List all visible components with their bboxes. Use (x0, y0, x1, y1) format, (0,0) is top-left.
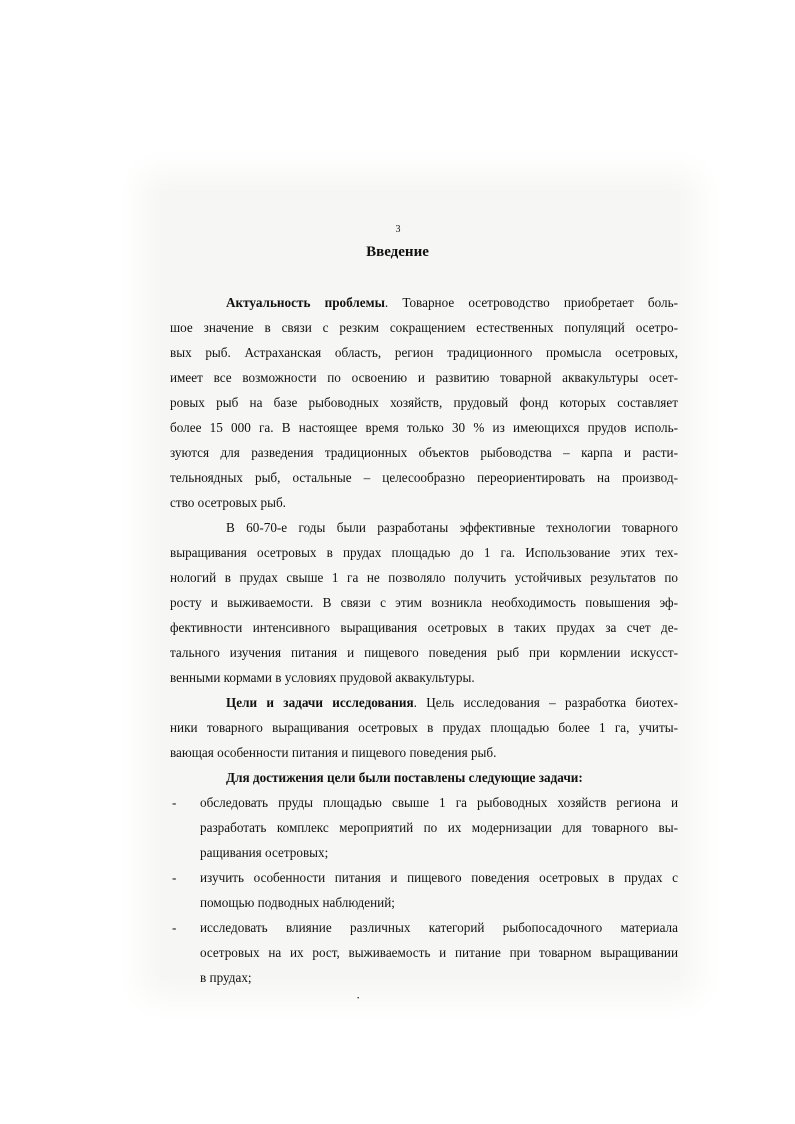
p1-line-9: ство осетровых рыб. (170, 495, 286, 510)
p1-line-3: вых рыб. Астраханская область, регион традиционного промысла осетровых, (170, 345, 678, 360)
p1-line-1: Актуальность проблемы. Товарное осетроводство приобретает боль- (226, 295, 678, 310)
task-2-line-1: изучить особенности питания и пищевого поведения осетровых в прудах с (200, 870, 678, 885)
task-1-line-1: обследовать пруды площадью свыше 1 га рыбоводных хозяйств региона и (200, 795, 678, 810)
p3-line-3: вающая особенности питания и пищевого поведения рыб. (170, 745, 497, 760)
p2-line-1: В 60-70-е годы были разработаны эффективные технологии товарного (226, 520, 678, 535)
p2-line-3: нологий в прудах свыше 1 га не позволяло получить устойчивых результатов по (170, 570, 678, 585)
p2-line-7: венными кормами в условиях прудовой аквакультуры. (170, 670, 475, 685)
page-title: Введение (366, 244, 429, 260)
p3-lead: Цели и задачи исследования (226, 695, 414, 710)
page-number: 3 (395, 224, 401, 235)
task-3-dash: - (172, 920, 177, 935)
task-3-line-1: исследовать влияние различных категорий рыбопосадочного материала (200, 920, 678, 935)
p1-line-6: более 15 000 га. В настоящее время только 30 % из имеющихся прудов исполь- (170, 420, 678, 435)
p1-line-5: ровых рыб на базе рыбоводных хозяйств, прудовый фонд которых составляет (170, 395, 678, 410)
p2-line-5: фективности интенсивного выращивания осетровых в таких прудах за счет де- (170, 620, 678, 635)
task-1-line-3: ращивания осетровых; (200, 845, 329, 860)
p1-line-4: имеет все возможности по освоению и развитию товарной аквакультуры осет- (170, 370, 678, 385)
task-3-line-2: осетровых на их рост, выживаемость и питание при товарном выращивании (200, 945, 678, 960)
task-1-dash: - (172, 795, 177, 810)
task-2-line-2: помощью подводных наблюдений; (200, 895, 395, 910)
task-3-line-3: в прудах; (200, 970, 252, 985)
p3-line-1: Цели и задачи исследования. Цель исследования – разработка биотех- (226, 695, 678, 710)
task-1-line-2: разработать комплекс мероприятий по их модернизации для товарного вы- (200, 820, 678, 835)
p3-line-2: ники товарного выращивания осетровых в прудах площадью более 1 га, учиты- (170, 720, 678, 735)
p1-lead: Актуальность проблемы (226, 295, 385, 310)
tasks-heading: Для достижения цели были поставлены следующие задачи: (226, 770, 583, 785)
p2-line-4: росту и выживаемости. В связи с этим возникла необходимость повышения эф- (170, 595, 678, 610)
p1-line-7: зуются для разведения традиционных объектов рыбоводства – карпа и расти- (170, 445, 678, 460)
p1-line-8: тельноядных рыб, остальные – целесообразно переориентировать на производ- (170, 470, 678, 485)
p2-line-6: тального изучения питания и пищевого поведения рыб при кормлении искусст- (170, 645, 678, 660)
task-2-dash: - (172, 870, 177, 885)
p1-line-2: шое значение в связи с резким сокращением естественных популяций осетро- (170, 320, 678, 335)
scan-speck: · (356, 990, 361, 1005)
p2-line-2: выращивания осетровых в прудах площадью до 1 га. Использование этих тех- (170, 545, 678, 560)
